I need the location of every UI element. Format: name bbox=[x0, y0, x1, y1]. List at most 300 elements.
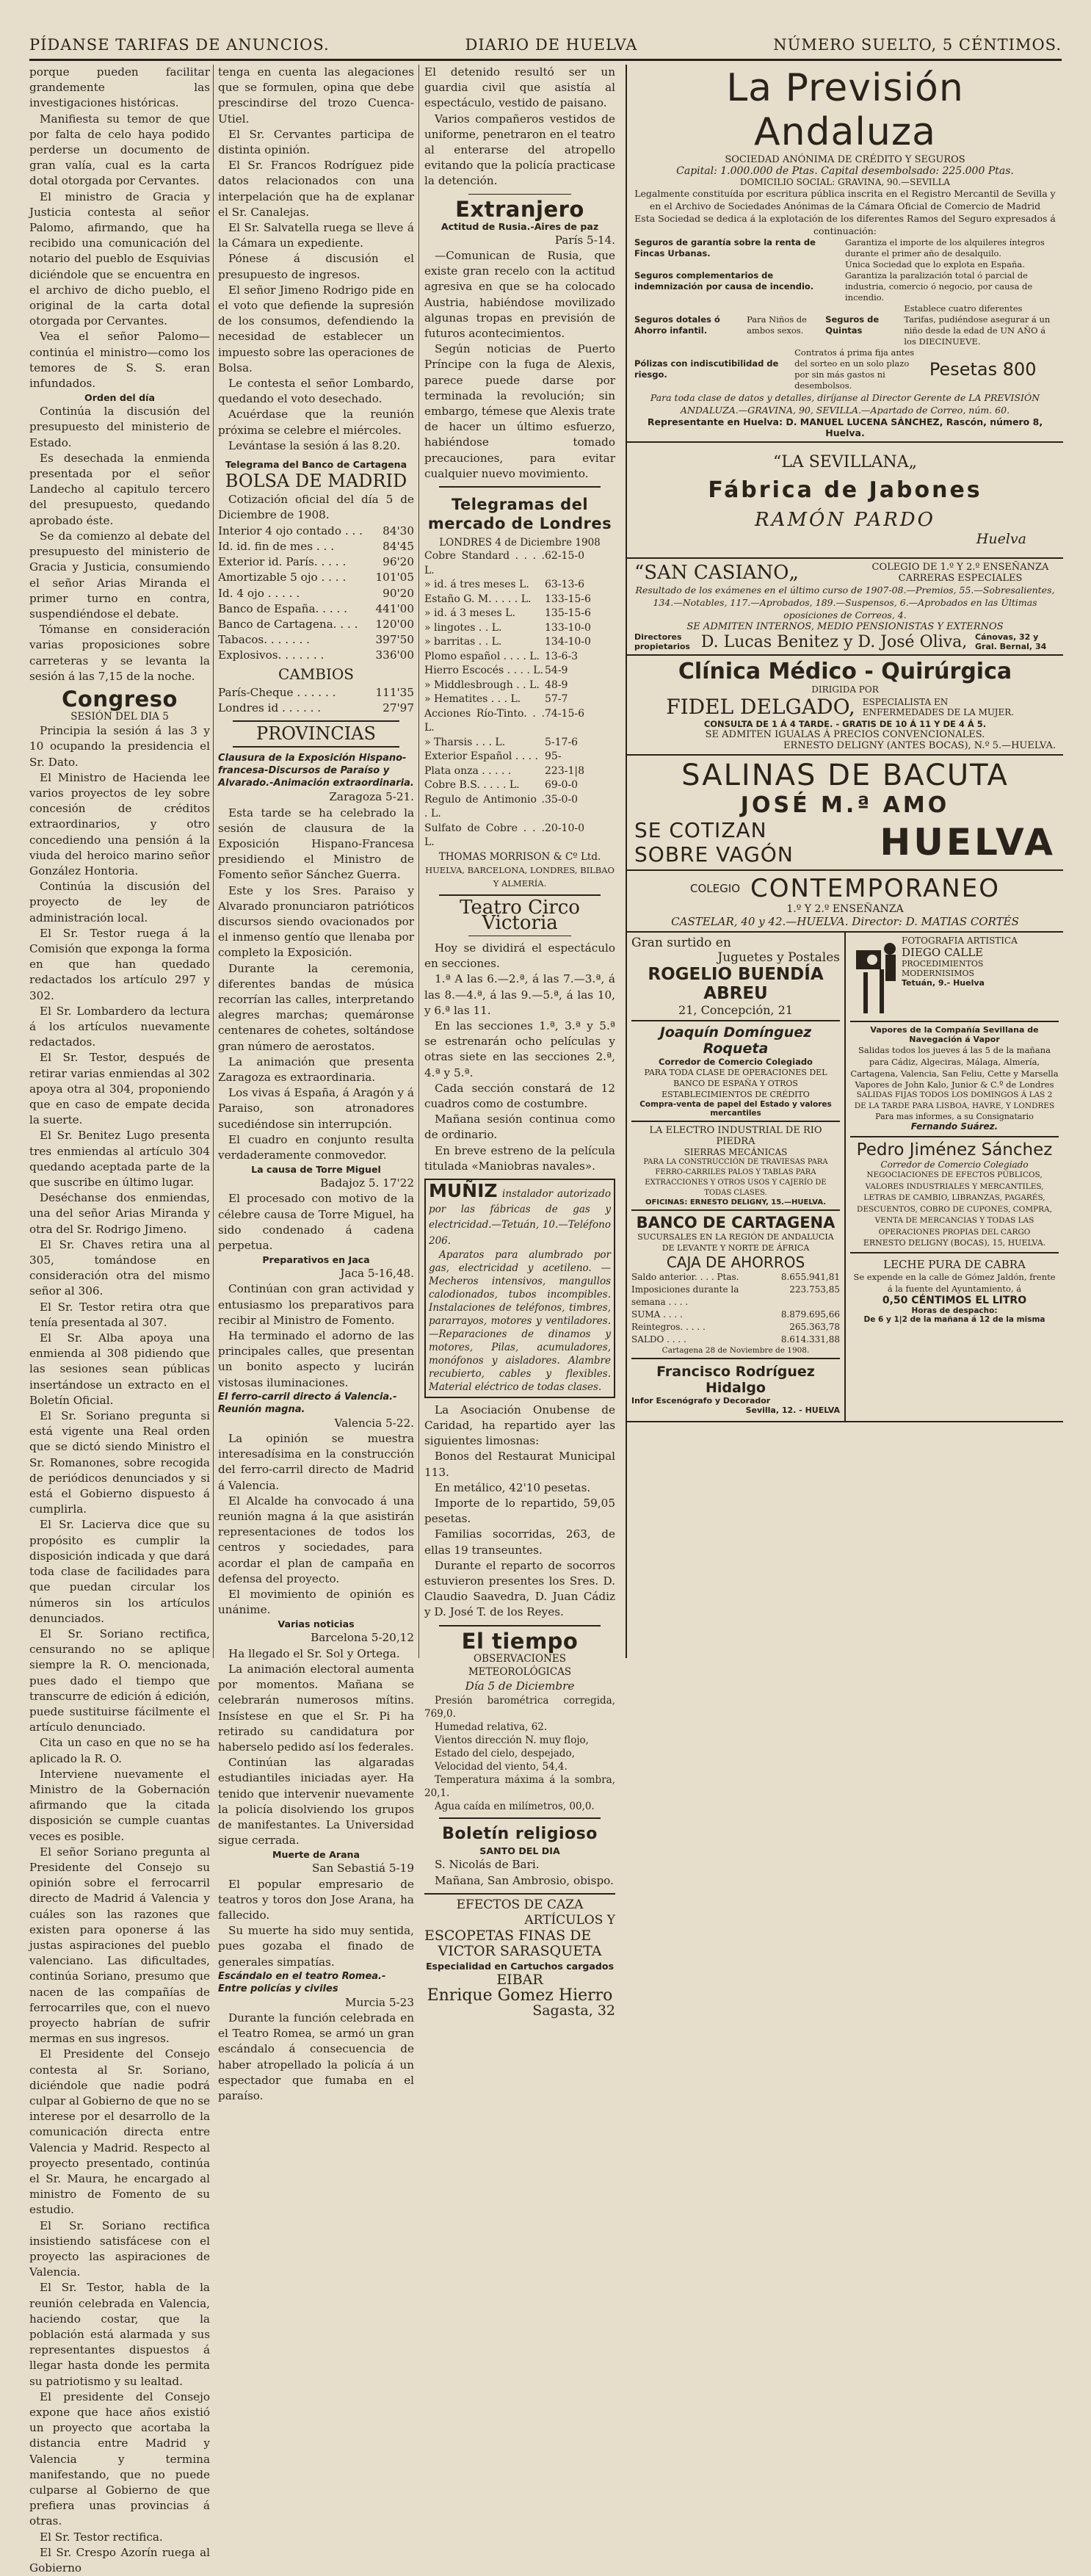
row-value: 223-1|8 bbox=[545, 764, 584, 777]
cli-spec: ESPECIALISTA EN ENFERMEDADES DE LA MUJER. bbox=[862, 696, 1015, 717]
paragraph: —Comunican de Rusia, que existe gran recelo con la actitud agresiva en que se ha colocado Austria, habiéndose movilizado algunas tropas en previsión de futuros acontecimientos. bbox=[424, 249, 615, 341]
signature: THOMAS MORRISON & Cº Ltd. bbox=[438, 850, 601, 863]
cli-doctor bbox=[634, 695, 1056, 719]
frh-name: Francisco Rodríguez Hidalgo bbox=[656, 1364, 815, 1396]
row-value: 35-0-0 bbox=[545, 793, 579, 806]
paragraph: Interviene nuevamente el Ministro de la Gobernación afirmando que la citada disposición se cumple cuantas veces es posible. bbox=[29, 1767, 210, 1843]
paragraph: Varios compañeros vestidos de uniforme, penetraron en el teatro al enterarse del atropello evitando que la policía practicase la detención. bbox=[424, 112, 615, 188]
muniz-ad bbox=[424, 1179, 615, 1398]
bc-caja: CAJA DE AHORROS bbox=[666, 1253, 805, 1271]
table-row bbox=[424, 778, 615, 793]
paragraph: Importe de lo repartido, 59,05 pesetas. bbox=[424, 1497, 615, 1526]
leche-ad bbox=[850, 1252, 1059, 1324]
row-label: Id. id. fin de mes . . . bbox=[218, 539, 335, 553]
bc-date: Cartagena 28 de Noviembre de 1908. bbox=[662, 1346, 810, 1355]
dateline: Zaragoza 5-21. bbox=[329, 790, 414, 804]
subheading-orden: Orden del día bbox=[84, 392, 155, 404]
jdr-compra: Compra-venta de papel del Estado y valores mercantiles bbox=[639, 1100, 832, 1118]
divider bbox=[439, 1625, 601, 1627]
table-row bbox=[424, 650, 615, 665]
table-row bbox=[218, 685, 414, 701]
sal-title: SALINAS DE BACUTA bbox=[681, 759, 1009, 792]
table-row bbox=[424, 822, 615, 850]
divider bbox=[233, 746, 399, 748]
sev-name: RAMÓN PARDO bbox=[755, 509, 935, 531]
paragraph: La animación electoral aumenta por momentos. Mañana se celebrarán numerosos mítins. Insístese en que el Sr. Pi ha retirado su candidatura por haberselo pedido así los federales. bbox=[218, 1662, 414, 1754]
pjs-name: Pedro Jiménez Sánchez bbox=[856, 1140, 1053, 1159]
con-address: CASTELAR, 40 y 42.—HUELVA. Director: D. MATIAS CORTÉS bbox=[671, 915, 1019, 928]
prev-desc: Única Sociedad que lo explota en España. Garantiza la paralización total ó parcial de industria, comercio ó negocio, por causa de incendio. bbox=[845, 259, 1033, 303]
sev-fabrica: Fábrica de Jabones bbox=[708, 477, 982, 503]
table-row bbox=[631, 1309, 840, 1321]
paragraph: El señor Jimeno Rodrigo pide en el voto que defiende la supresión de los consumos, defendiendo la necesidad de establecer un impuesto sobre las operaciones de Bolsa. bbox=[218, 283, 414, 375]
cas-dir-label: Directores propietarios bbox=[634, 632, 690, 651]
caza-ad bbox=[424, 1893, 615, 2019]
row-value: 441'00 bbox=[375, 601, 414, 615]
paragraph: Durante la función celebrada en el Teatro Romea, se armó un gran escándalo á consecuencia de haber atropellado la policía á un espectador que fumaba en el paraíso. bbox=[218, 2011, 414, 2102]
table-row bbox=[424, 664, 615, 679]
paragraph: El Sr. Soriano rectifica, censurando no se aplique siempre la R. O. mencionada, pues dado el tiempo que transcurre de edición á edición, puede sustituirse fácilmente el artículo denunciado. bbox=[29, 1627, 210, 1734]
pjs-ops: NEGOCIACIONES DE EFECTOS PÚBLICOS, VALORES INDUSTRIALES Y MERCANTILES, LETRAS DE CAMBIO, LIBRANZAS, PAGARÉS, DESCUENTOS, COBRO DE CUPONES, COMPRA, VENTA DE MERCANCIAS Y TODAS LAS OPERACIONES PROPIAS DEL CARGO bbox=[857, 1171, 1052, 1237]
prev-sub: SOCIEDAD ANÓNIMA DE CRÉDITO Y SEGUROS bbox=[725, 154, 965, 165]
paragraph: Familias socorridas, 263, de ellas 19 transeuntes. bbox=[424, 1527, 615, 1557]
paragraph: El Sr. Benitez Lugo presenta tres enmiendas al artículo 304 quedando aceptada parte de la que suscribe en último lugar. bbox=[29, 1129, 210, 1190]
prev-label: Seguros de garantía sobre la renta de Fincas Urbanas. bbox=[634, 237, 816, 258]
paragraph: El Sr. Testor, habla de la reunión celebrada en Valencia, haciendo costar, que la población está alarmada y sus representantes dispuestos á llegar hasta donde les permita su patriotismo y su lealtad. bbox=[29, 2281, 210, 2388]
dateline: Murcia 5-23 bbox=[345, 1995, 414, 2009]
prev-row bbox=[634, 303, 1056, 347]
paragraph: Mañana, San Ambrosio, obispo. bbox=[435, 1873, 614, 1887]
heading-bolsa: BOLSA DE MADRID bbox=[225, 471, 407, 492]
prev-label: Pólizas con indiscutibilidad de riesgo. bbox=[634, 358, 779, 380]
prev-contact: Para toda clase de datos y detalles, diríjanse al Director Gerente de LA PREVISIÓN ANDALUZA.—GRAVINA, 90, SEVILLA.—Apartado de Correo, núm. 60. bbox=[650, 392, 1040, 416]
paragraph: Durante la ceremonia, diferentes bandas de música recorrían las calles, interpretando alegres marchas; quemáronse centenares de cohetes, soltándose gran número de aerostatos. bbox=[218, 961, 414, 1053]
paragraph: El Sr. Lacierva dice que su propósito es cumplir la disposición indicada y que dará toda clase de facilidades para que puedan circular los números sin los artículos denunciados. bbox=[29, 1518, 210, 1625]
row-label: Estaño G. M. . . . . L. bbox=[424, 593, 532, 605]
row-value: 74-15-6 bbox=[545, 707, 584, 720]
bc-ad bbox=[631, 1209, 840, 1355]
paragraph: En las secciones 1.ª, 3.ª y 5.ª se estrenarán ocho películas y otras siete en las secciones 2.ª, 4.ª y 5.ª. bbox=[424, 1019, 615, 1079]
con-header bbox=[634, 874, 1056, 903]
row-value: 133-10-0 bbox=[545, 621, 591, 634]
paragraph: El cuadro en conjunto resulta verdaderamente conmovedor. bbox=[218, 1132, 414, 1162]
rio-sierras: SIERRAS MECÁNICAS bbox=[684, 1147, 788, 1157]
cli-title: Clínica Médico - Quirúrgica bbox=[678, 659, 1012, 684]
row-value: 101'05 bbox=[375, 571, 414, 585]
row-value: 135-15-6 bbox=[545, 607, 591, 620]
row-value: 13-6-3 bbox=[545, 650, 579, 662]
con-sub: 1.º Y 2.º ENSEÑANZA bbox=[786, 903, 904, 915]
muniz-name: MUÑIZ bbox=[429, 1180, 498, 1202]
row-value: 63-13-6 bbox=[545, 579, 584, 591]
news-headline: Actitud de Rusia.-Aires de paz bbox=[441, 220, 599, 232]
foto-ad bbox=[850, 936, 1059, 1016]
row-value: 8.879.695,66 bbox=[780, 1309, 840, 1320]
divider bbox=[468, 194, 571, 195]
row-label: Saldo anterior. . . . Ptas. bbox=[631, 1272, 739, 1282]
caza-line: VICTOR SARASQUETA bbox=[438, 1943, 602, 1960]
ad-san-casiano bbox=[627, 559, 1063, 656]
paragraph: El ministro de Gracia y Justicia contesta al señor Palomo, afirmando, que ha recibido una comunicación del notario del pueblo de Esquivias diciéndole que se encuentra en el archivo de dicho pueblo, el original de la carta dotal otorgada por Cervantes. bbox=[29, 189, 210, 328]
signature-cities: HUELVA, BARCELONA, LONDRES, BILBAO Y ALMERÍA. bbox=[425, 864, 615, 889]
muniz-tagline: instalador autorizado por las fábricas de gas y electricidad.—Tetuán, 10.—Teléfono 206. bbox=[429, 1188, 611, 1247]
jdr-ops: PARA TODA CLASE DE OPERACIONES DEL BANCO DE ESPAÑA Y OTROS ESTABLECIMIENTOS DE CRÉDITO bbox=[644, 1068, 827, 1099]
frh-address: Sevilla, 12. - HUELVA bbox=[745, 1405, 840, 1415]
paragraph: El Ministro de Hacienda lee varios proyectos de ley sobre concesión de créditos extraordinarios, y otro concediendo una pensión á la viuda del heroico marino señor González Hontoria. bbox=[29, 770, 210, 878]
news-headline: Preparativos en Jaca bbox=[262, 1254, 370, 1266]
table-row bbox=[424, 764, 615, 779]
paragraph: La opinión se muestra interesadísima en la construcción del ferro-carril directo de Madrid á Valencia. bbox=[218, 1432, 414, 1492]
heading-cambios: CAMBIOS bbox=[278, 665, 354, 683]
paragraph: El Sr. Testor ruega á la Comisión que exponga la forma en que han quedado redactados los artículo 297 y 302. bbox=[29, 926, 210, 1002]
obs-line: Temperatura máxima á la sombra, 20,1. bbox=[424, 1774, 615, 1800]
paragraph: porque pueden facilitar grandemente las investigaciones históricas. bbox=[29, 65, 210, 110]
table-row bbox=[424, 692, 615, 707]
paragraph: 1.ª A las 6.—2.ª, á las 7.—3.ª, á las 8.—4.ª, á las 9.—5.ª, á las 10, y 6.ª las 11. bbox=[424, 972, 615, 1017]
row-label: Exterior id. París. . . . . bbox=[218, 555, 347, 569]
table-row bbox=[424, 578, 615, 593]
row-value: 84'30 bbox=[383, 524, 414, 538]
row-label: Explosivos. . . . . . . bbox=[218, 648, 325, 662]
caza-line: EFECTOS DE CAZA bbox=[456, 1897, 584, 1912]
prev-row bbox=[634, 259, 1056, 303]
row-value: 5-17-6 bbox=[545, 736, 579, 748]
paragraph: Vea el señor Palomo—continúa el ministro—como los temores de S. S. eran infundados. bbox=[29, 330, 210, 391]
row-label: Id. 4 ojo . . . . . bbox=[218, 586, 300, 600]
paragraph: tenga en cuenta las alegaciones que se formulen, opina que debe prescindirse del trozo Cuenca-Utiel. bbox=[218, 65, 414, 126]
paragraph: El Sr. Testor rectifica. bbox=[40, 2530, 163, 2544]
frh-trade: Infor Escenógrafo y Decorador bbox=[631, 1396, 771, 1405]
row-label: Cobre B.S. . . . . L. bbox=[424, 779, 520, 792]
cas-directors bbox=[634, 632, 1056, 651]
sev-title: “LA SEVILLANA„ bbox=[772, 453, 918, 471]
pjs-title: Corredor de Comercio Colegiado bbox=[880, 1159, 1029, 1170]
prev-row bbox=[634, 237, 1056, 259]
section-boletin: Boletín religioso bbox=[442, 1825, 598, 1844]
paragraph: El popular empresario de teatros y toros don Jose Arana, ha fallecido. bbox=[218, 1877, 414, 1922]
paragraph: Los vivas á España, á Aragón y á Paraiso, son atronadores sucediéndose sin interrupción. bbox=[218, 1086, 414, 1131]
cli-address: ERNESTO DELIGNY (ANTES BOCAS), N.º 5.—HUELVA. bbox=[783, 740, 1056, 751]
londres-table bbox=[424, 549, 615, 850]
table-row bbox=[424, 793, 615, 822]
paragraph: Levántase la sesión á las 8.20. bbox=[228, 438, 401, 452]
caza-line: ESCOPETAS FINAS DE bbox=[424, 1928, 592, 1944]
paragraph: La Asociación Onubense de Caridad, ha repartido ayer las siguientes limosnas: bbox=[424, 1403, 615, 1448]
prev-desc: Para Niños de ambos sexos. bbox=[747, 314, 807, 336]
row-value: 27'97 bbox=[383, 701, 414, 714]
paragraph: Mañana sesión continua como de ordinario. bbox=[424, 1112, 615, 1142]
paragraph: El Sr. Testor retira otra que tenía presentada al 307. bbox=[29, 1300, 210, 1329]
vap-title: Vapores de la Compañía Sevillana de Navegación á Vapor bbox=[870, 1025, 1039, 1044]
ads-right bbox=[846, 933, 1063, 1421]
obs-line: Velocidad del viento, 54,4. bbox=[435, 1761, 568, 1773]
paragraph: El Sr. Francos Rodríguez pide datos relacionados con una interpelación que ha de explanar el Sr. Canalejas. bbox=[218, 159, 414, 219]
rio-desc: PARA LA CONSTRUCCIÓN DE TRAVIESAS PARA FERRO-CARRILES PALOS Y TABLAS PARA EXTRACCIONES Y OTROS USOS Y CAJERÍO DE TODAS CLASES. bbox=[643, 1158, 828, 1197]
vap-info: Para mas informes, a su Consignatario bbox=[875, 1112, 1034, 1121]
paragraph: Cada sección constará de 12 cuadros como de costumbre. bbox=[424, 1081, 615, 1111]
foto-address: Tetuán, 9.- Huelva bbox=[902, 978, 985, 988]
obs-line: Estado del cielo, despejado, bbox=[435, 1748, 575, 1760]
table-row bbox=[218, 648, 414, 663]
row-label: » id. á 3 meses L. bbox=[424, 607, 515, 620]
masthead-tarifas: PÍDANSE TARIFAS DE ANUNCIOS. bbox=[29, 36, 330, 54]
reb-name: ROGELIO BUENDÍA ABREU bbox=[648, 965, 824, 1003]
dateline: LONDRES 4 de Diciembre 1908 bbox=[439, 537, 601, 549]
paragraph: Es desechada la enmienda presentada por el señor Landecho al capitulo tercero del presupuesto, quedando aprobado éste. bbox=[29, 451, 210, 527]
table-row bbox=[218, 601, 414, 617]
vap-sunday: SALIDAS FIJAS TODOS LOS DOMINGOS Á LAS 2 DE LA TARDE PARA LISBOA, HAVRE, Y LONDRES bbox=[854, 1090, 1055, 1110]
dateline: Jaca 5-16,48. bbox=[340, 1267, 414, 1281]
section-extranjero: Extranjero bbox=[455, 196, 584, 222]
prev-label: Seguros complementarios de indemnización por causa de incendio. bbox=[634, 270, 814, 292]
paragraph: El Sr. Crespo Azorín ruega al Gobierno bbox=[29, 2545, 210, 2575]
column-rule bbox=[213, 65, 214, 1658]
ads-split bbox=[627, 933, 1063, 1422]
divider bbox=[439, 486, 601, 488]
caza-line: Especialidad en Cartuchos cargados bbox=[425, 1960, 615, 1972]
jdr-ad bbox=[631, 1020, 840, 1118]
paragraph: El procesado con motivo de la célebre causa de Torre Miguel, ha sido condenado á cadena perpetua. bbox=[218, 1192, 414, 1253]
table-row bbox=[424, 736, 615, 750]
sal-owner: JOSÉ M.ª AMO bbox=[740, 792, 950, 818]
row-value: 8.655.941,81 bbox=[780, 1272, 840, 1282]
row-label: Hierro Escocés . . . . L. bbox=[424, 665, 544, 677]
cas-dir-addr: Cánovas, 32 y Gral. Bernal, 34 bbox=[974, 632, 1047, 651]
masthead-price: NÚMERO SUELTO, 5 CÉNTIMOS. bbox=[773, 36, 1062, 54]
muniz-body: Aparatos para alumbrado por gas, electricidad y acetileno. — Mecheros intensivos, mangullos calodionados, tubos incompibles. Instalaciones de teléfonos, timbres, pararrayos, motores y ventiladores.—Reparaciones de dinamos y motores, Pilas, acumuladores, monófonos y aisladores. Alambre recubierto, cables y flexibles. Material eléctrico de todas clases. bbox=[429, 1248, 611, 1393]
row-value: 90'20 bbox=[383, 586, 414, 600]
paragraph: Hoy se dividirá el espectáculo en secciones. bbox=[424, 941, 615, 971]
row-label: SALDO . . . . bbox=[631, 1334, 686, 1345]
row-label: Londres id . . . . . . bbox=[218, 701, 322, 714]
obs-line: Vientos dirección N. muy flojo, bbox=[435, 1734, 589, 1747]
obs-line: Humedad relativa, 62. bbox=[435, 1721, 548, 1734]
dateline: Valencia 5-22. bbox=[334, 1416, 414, 1430]
row-value: 397'50 bbox=[375, 633, 414, 647]
row-value: 57-7 bbox=[545, 693, 568, 706]
row-value: 69-0-0 bbox=[545, 779, 579, 792]
row-value: 95- bbox=[545, 750, 562, 763]
paragraph: El Alcalde ha convocado á una reunión magna á la que asistirán representaciones de todos los centros y sociedades, para acordar el plan de campaña en defensa del proyecto. bbox=[218, 1494, 414, 1585]
table-row bbox=[218, 570, 414, 585]
row-label: » id. á tres meses L. bbox=[424, 579, 529, 591]
table-row bbox=[218, 701, 414, 716]
santo-heading: SANTO DEL DIA bbox=[479, 1845, 560, 1857]
ads-column bbox=[626, 65, 1063, 1658]
paragraph: El Sr. Salvatella ruega se lleve á la Cámara un expediente. bbox=[218, 221, 414, 250]
table-row bbox=[424, 549, 615, 578]
divider bbox=[439, 894, 601, 896]
ad-prevision bbox=[627, 65, 1063, 443]
rio-offices: OFICINAS: ERNESTO DELIGNY, 15.—HUELVA. bbox=[645, 1198, 827, 1206]
paragraph: Ha llegado el Sr. Sol y Ortega. bbox=[228, 1646, 400, 1660]
prev-capital: Capital: 1.000.000 de Ptas. Capital desembolsado: 225.000 Ptas. bbox=[676, 165, 1014, 177]
table-row bbox=[218, 632, 414, 648]
prev-row bbox=[634, 347, 1056, 391]
row-value: 111'35 bbox=[375, 685, 414, 699]
leche-hours: De 6 y 1|2 de la mañana á 12 de la misma bbox=[863, 1315, 1045, 1324]
paragraph: El Sr. Testor, después de retirar varias enmiendas al 302 apoya otra al 304, proponiendo que en caso de empate decida la suerte. bbox=[29, 1051, 210, 1127]
obs-title: OBSERVACIONES METEOROLÓGICAS bbox=[468, 1652, 572, 1678]
paragraph: Cotización oficial del día 5 de Diciembre de 1908. bbox=[218, 493, 414, 522]
news-headline: La causa de Torre Miguel bbox=[251, 1164, 381, 1176]
row-label: Tabacos. . . . . . . bbox=[218, 633, 310, 647]
cli-name: FIDEL DELGADO, bbox=[666, 695, 855, 719]
column-1 bbox=[29, 65, 210, 2575]
table-row bbox=[631, 1334, 840, 1346]
masthead-title: DIARIO DE HUELVA bbox=[465, 36, 638, 54]
paragraph: Esta tarde se ha celebrado la sesión de clausura de la Exposición Hispano-Francesa presidiendo el Ministro de Fomento señor Sánchez Guerra. bbox=[218, 806, 414, 882]
paragraph: Manifiesta su temor de que por falta de celo haya podido perderse un documento de gran valía, cual es la carta dotal otorgada por Cervantes. bbox=[29, 112, 210, 188]
leche-hours-label: Horas de despacho: bbox=[911, 1306, 998, 1315]
row-value: 336'00 bbox=[375, 648, 414, 662]
cli-consult: CONSULTA DE 1 Á 4 TARDE. - GRATIS DE 10 Á 11 Y DE 4 Á 5. bbox=[703, 719, 987, 729]
paragraph: Continúan con gran actividad y entusiasmo los preparativos para recibir al Ministro de Fomento. bbox=[218, 1282, 414, 1327]
table-row bbox=[631, 1321, 840, 1334]
caza-line: Enrique Gomez Hierro bbox=[427, 1986, 613, 2005]
table-row bbox=[424, 621, 615, 636]
row-label: Reintegros. . . . . bbox=[631, 1322, 706, 1332]
reb-address: 21, Concepción, 21 bbox=[678, 1003, 793, 1017]
ad-salinas bbox=[627, 756, 1063, 871]
column-rule bbox=[418, 65, 419, 1658]
news-headline: El ferro-carril directo á Valencia.-Reunión magna. bbox=[218, 1391, 397, 1415]
paragraph: Continúan las algaradas estudiantiles iniciadas ayer. Ha tenido que intervenir nuevamente la policía disolviendo los grupos de manifestantes. La Universidad sigue cerrada. bbox=[218, 1756, 414, 1848]
column-3 bbox=[424, 65, 615, 2019]
row-label: Cobre Standard . . . . L. bbox=[424, 550, 545, 576]
paragraph: El Sr. Alba apoya una enmienda al 308 pidiendo que las sesiones sean públicas insertándose un extracto en el Boletín Oficial. bbox=[29, 1331, 210, 1407]
prev-label: Seguros dotales ó Ahorro infantil. bbox=[634, 314, 720, 336]
table-row bbox=[218, 539, 414, 554]
pjs-ad bbox=[850, 1136, 1059, 1248]
column-2 bbox=[218, 65, 414, 2102]
paragraph: Según noticias de Puerto Príncipe con la fuga de Alexis, parece puede darse por terminada la revolución; sin embargo, témese que Alexis trate de hacer un último esfuerzo, habiéndose tomado precauciones, para evitar cualquier nuevo movimiento. bbox=[424, 342, 615, 480]
paragraph: Deséchanse dos enmiendas, una del señor Arias Miranda y otra del Sr. Rodrigo Jimeno. bbox=[29, 1191, 210, 1236]
paragraph: El Sr. Chaves retira una al 305, tomándose en consideración otra del mismo señor al 306. bbox=[29, 1237, 210, 1298]
prev-p2: Esta Sociedad se dedica á la explotación de los diferentes Ramos del Seguro expresados á continuación: bbox=[634, 213, 1056, 236]
foto-line: MODERNISIMOS bbox=[902, 969, 975, 978]
paragraph: El Presidente del Consejo contesta al Sr. Soriano, diciéndole que nadie podrá culpar al Gobierno de que no se interese por el desarrollo de la comunicación directa entre Valencia y Madrid. Respecto al proyecto presentado, continúa el Sr. Maura, he encargado al ministro de Fomento de su estudio. bbox=[29, 2047, 210, 2217]
prev-label: Seguros de Quintas bbox=[825, 314, 880, 336]
row-value: 8.614.331,88 bbox=[780, 1334, 840, 1345]
row-value: 133-15-6 bbox=[545, 593, 591, 605]
paragraph: La animación que presenta Zaragoza es extraordinaria. bbox=[218, 1054, 414, 1084]
row-label: Banco de Cartagena. . . . bbox=[218, 617, 358, 631]
bolsa-table bbox=[218, 524, 414, 664]
rio-title: LA ELECTRO INDUSTRIAL DE RIO PIEDRA bbox=[649, 1125, 822, 1147]
section-congreso: Congreso bbox=[62, 686, 178, 712]
table-row bbox=[424, 679, 615, 693]
dateline: París 5-14. bbox=[554, 233, 615, 247]
paragraph: Le contesta el señor Lombardo, quedando el voto desechado. bbox=[218, 377, 414, 406]
cas-admit: SE ADMITEN INTERNOS, MEDIO PENSIONISTAS Y EXTERNOS bbox=[686, 621, 1004, 632]
row-value: 62-15-0 bbox=[545, 550, 584, 562]
paragraph: Se da comienzo al debate del presupuesto del ministerio de Gracia y Justicia, consumiendo el señor Arias Miranda el primer turno en contra, suspendiéndose el debate. bbox=[29, 529, 210, 621]
leche-where: Se expende en la calle de Gómez Jaldón, frente á la fuente del Ayuntamiento, á bbox=[853, 1272, 1056, 1294]
paragraph: Principia la sesión á las 3 y 10 ocupando la presidencia el Sr. Dato. bbox=[29, 724, 210, 769]
paragraph: El movimiento de opinión es unánime. bbox=[218, 1588, 414, 1617]
jdr-name: Joaquín Domínguez Roqueta bbox=[659, 1024, 812, 1057]
paragraph: El Sr. Soriano rectifica insistiendo satisfácese con el proyecto las aspiraciones de Valencia. bbox=[29, 2218, 210, 2279]
paragraph: Bonos del Restaurat Municipal 113. bbox=[424, 1450, 615, 1479]
obs-line: Presión barométrica corregida, 769,0. bbox=[424, 1695, 615, 1721]
heading-provincias: PROVINCIAS bbox=[256, 723, 376, 745]
table-row bbox=[424, 635, 615, 650]
dateline: San Sebastiá 5-19 bbox=[312, 1862, 414, 1875]
rio-ad bbox=[631, 1121, 840, 1206]
row-value: 20-10-0 bbox=[545, 822, 584, 834]
sal-cotizan: SE COTIZAN bbox=[634, 818, 767, 842]
vap-routes: Salidas todos los jueves á las 5 de la mañana para Cádiz, Algeciras, Málaga, Almería, Cartagena, Valencia, San Feliu, Cette y Marsella bbox=[850, 1045, 1059, 1079]
leche-price: 0,50 CÉNTIMOS EL LITRO bbox=[882, 1295, 1027, 1306]
row-label: Interior 4 ojo contado . . . bbox=[218, 524, 363, 538]
ad-contemporaneo bbox=[627, 871, 1063, 933]
paragraph: El Sr. Lombardero da lectura á los artículos nuevamente redactados. bbox=[29, 1004, 210, 1049]
paragraph: Durante el reparto de socorros estuvieron presentes los Sres. D. Claudio Saavedra, D. Juan Cádiz y D. José T. de los Reyes. bbox=[424, 1558, 615, 1619]
row-value: 265.363,78 bbox=[789, 1322, 840, 1332]
caza-line: EIBAR bbox=[496, 1971, 543, 1988]
bc-sucursales: SUCURSALES EN LA REGIÓN DE ANDALUCIA DE LEVANTE Y NORTE DE ÁFRICA bbox=[637, 1232, 834, 1253]
paragraph: Tómanse en consideración varias proposiciones sobre carreteras y se levanta la sesión á las 7,15 de la noche. bbox=[29, 623, 210, 683]
paragraph: En metálico, 42'10 pesetas. bbox=[435, 1480, 591, 1494]
prev-domicilio: DOMICILIO SOCIAL: GRAVINA, 90.—SEVILLA bbox=[739, 177, 951, 187]
reb-line: Gran surtido en bbox=[631, 936, 731, 950]
table-row bbox=[218, 524, 414, 539]
reb-line: Juguetes y Postales bbox=[717, 950, 840, 965]
row-label: » lingotes . . L. bbox=[424, 621, 502, 634]
news-headline: Escándalo en el teatro Romea.-Entre policías y civiles bbox=[218, 1970, 386, 1994]
paragraph: Continúa la discusión del proyecto de ley de administración local. bbox=[29, 880, 210, 925]
row-label: Sulfato de Cobre . . . L. bbox=[424, 822, 545, 849]
prev-price: Pesetas 800 bbox=[929, 358, 1037, 380]
dateline: Barcelona 5-20,12 bbox=[311, 1631, 414, 1645]
row-value: 84'45 bbox=[383, 539, 414, 553]
paragraph: Cita un caso en que no se ha aplicado la R. O. bbox=[29, 1736, 210, 1765]
row-value: 134-10-0 bbox=[545, 636, 591, 648]
cas-title: “SAN CASIANO„ bbox=[634, 562, 799, 584]
obs-date: Día 5 de Diciembre bbox=[465, 1679, 575, 1693]
row-label: Regulo de Antimonio . . L. bbox=[424, 793, 545, 820]
paragraph: El detenido resultó ser un guardia civil que asistía al espectáculo, vestido de paisano. bbox=[424, 65, 615, 110]
caza-line: Sagasta, 32 bbox=[532, 2002, 615, 2019]
divider bbox=[233, 720, 399, 722]
foto-line: PROCEDIMIENTOS bbox=[902, 959, 984, 969]
foto-name: DIEGO CALLE bbox=[902, 946, 984, 959]
dateline: Badajoz 5. 17'22 bbox=[320, 1176, 414, 1190]
vapores-ad bbox=[850, 1021, 1059, 1132]
photographer-icon bbox=[850, 936, 902, 1016]
paragraph: El Sr. Cervantes participa de distinta opinión. bbox=[218, 127, 414, 157]
prev-p1: Legalmente constituída por escritura pública inscrita en el Registro Mercantil de Sevilla y en el Archivo de Sociedades Anónimas de la Cámara Oficial de Comercio de Madrid bbox=[634, 188, 1056, 211]
cas-results: Resultado de los exámenes en el último curso de 1907-08.—Premios, 55.—Sobresalientes, 134.—Notables, 117.—Aprobados, 189.—Suspensos, 6.—Aprobados en las Últimas oposiciones de Correos, 4. bbox=[635, 585, 1055, 621]
sal-bottom bbox=[634, 818, 1056, 866]
table-row bbox=[631, 1284, 840, 1309]
bc-title: BANCO DE CARTAGENA bbox=[636, 1214, 836, 1231]
cli-igualas: SE ADMITEN IGUALAS Á PRECIOS CONVENCIONALES. bbox=[705, 729, 985, 740]
divider bbox=[439, 1817, 601, 1819]
row-label: SUMA . . . . bbox=[631, 1309, 683, 1320]
paragraph: S. Nicolás de Bari. bbox=[435, 1858, 540, 1872]
section-tiempo: El tiempo bbox=[461, 1628, 579, 1654]
row-value: 54-9 bbox=[545, 665, 568, 677]
row-label: Exterior Español . . . . bbox=[424, 750, 539, 763]
cli-dir: DIRIGIDA POR bbox=[811, 684, 879, 695]
cas-dir-names: D. Lucas Benitez y D. José Oliva, bbox=[700, 632, 968, 651]
obs-line: Agua caída en milímetros, 00,0. bbox=[435, 1801, 595, 1813]
leche-title: LECHE PURA DE CABRA bbox=[883, 1258, 1026, 1271]
con-pre: COLEGIO bbox=[690, 882, 740, 895]
table-row bbox=[424, 750, 615, 764]
